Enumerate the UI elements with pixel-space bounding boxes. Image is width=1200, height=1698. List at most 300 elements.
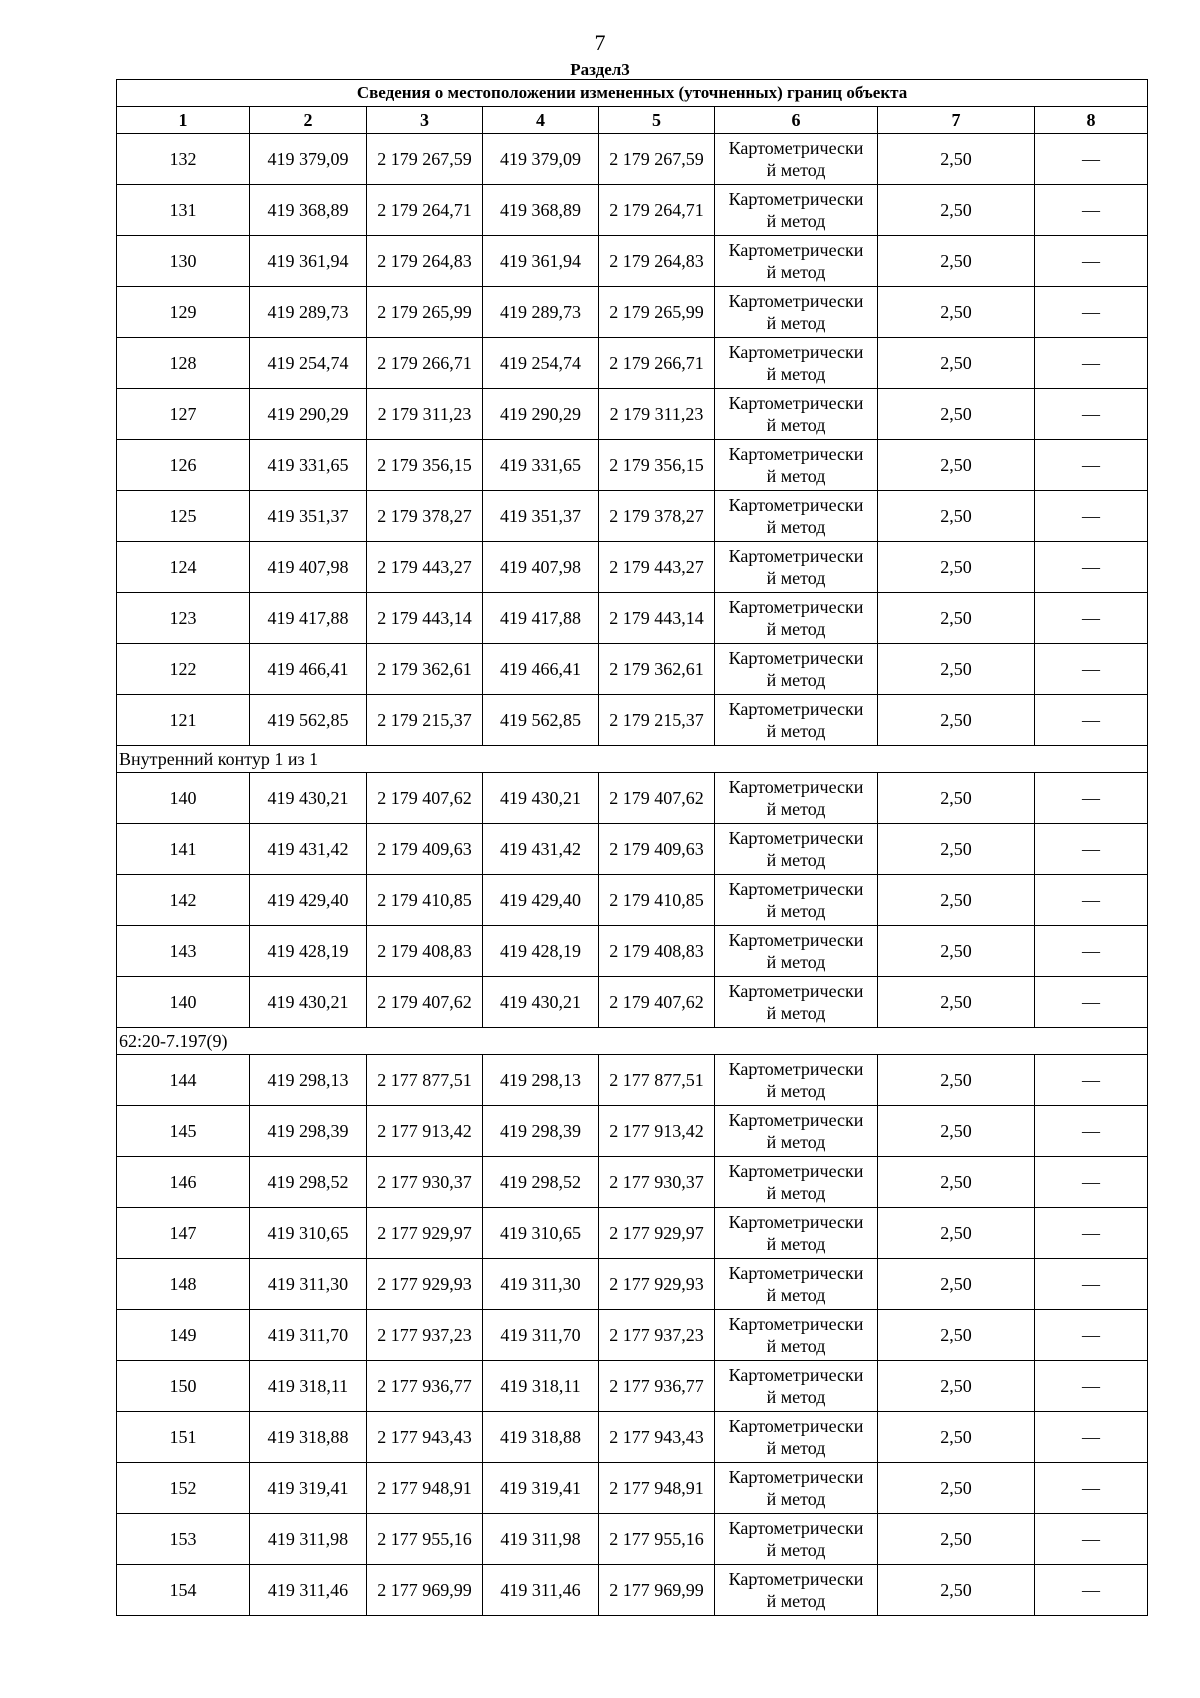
- y-existing-cell: 2 177 877,51: [367, 1055, 483, 1106]
- table-row: [117, 926, 1148, 977]
- accuracy-cell: 2,50: [878, 1259, 1035, 1310]
- x-new-cell: 419 407,98: [483, 542, 599, 593]
- y-existing-cell: 2 179 362,61: [367, 644, 483, 695]
- x-new-cell: 419 331,65: [483, 440, 599, 491]
- method-text: й метод: [766, 901, 826, 921]
- point-number-cell: 153: [117, 1514, 250, 1565]
- note-cell: —: [1035, 695, 1148, 746]
- point-number-cell: 121: [117, 695, 250, 746]
- method-text: Картометрически: [728, 1161, 864, 1181]
- y-new-cell: 2 179 408,83: [599, 926, 715, 977]
- accuracy-cell: 2,50: [878, 593, 1035, 644]
- method-cell: [715, 1106, 878, 1157]
- x-existing-cell: 419 319,41: [250, 1463, 367, 1514]
- method-text: Картометрически: [728, 1212, 864, 1232]
- method-cell: [715, 1565, 878, 1616]
- method-text: й метод: [766, 568, 826, 588]
- note-cell: —: [1035, 875, 1148, 926]
- method-cell: [715, 977, 878, 1028]
- point-number-cell: 142: [117, 875, 250, 926]
- x-new-cell: 419 428,19: [483, 926, 599, 977]
- method-text: Картометрически: [728, 393, 864, 413]
- note-cell: —: [1035, 1106, 1148, 1157]
- x-existing-cell: 419 298,52: [250, 1157, 367, 1208]
- y-new-cell: 2 179 265,99: [599, 287, 715, 338]
- method-text: й метод: [766, 1438, 826, 1458]
- y-existing-cell: 2 179 267,59: [367, 134, 483, 185]
- y-new-cell: 2 177 943,43: [599, 1412, 715, 1463]
- method-cell: [715, 1157, 878, 1208]
- note-cell: —: [1035, 1208, 1148, 1259]
- point-number-cell: 122: [117, 644, 250, 695]
- y-new-cell: 2 179 410,85: [599, 875, 715, 926]
- method-text: й метод: [766, 850, 826, 870]
- accuracy-cell: 2,50: [878, 977, 1035, 1028]
- method-cell: [715, 440, 878, 491]
- method-text: й метод: [766, 1285, 826, 1305]
- point-number-cell: 140: [117, 773, 250, 824]
- accuracy-cell: 2,50: [878, 644, 1035, 695]
- method-cell: [715, 389, 878, 440]
- y-new-cell: 2 177 913,42: [599, 1106, 715, 1157]
- method-cell: [715, 491, 878, 542]
- method-text: Картометрически: [728, 1365, 864, 1385]
- y-new-cell: 2 179 264,83: [599, 236, 715, 287]
- y-existing-cell: 2 177 913,42: [367, 1106, 483, 1157]
- method-text: й метод: [766, 211, 826, 231]
- method-text: й метод: [766, 1387, 826, 1407]
- y-existing-cell: 2 177 929,93: [367, 1259, 483, 1310]
- method-text: й метод: [766, 1003, 826, 1023]
- method-cell: [715, 1412, 878, 1463]
- method-text: Картометрически: [728, 1059, 864, 1079]
- accuracy-cell: 2,50: [878, 542, 1035, 593]
- x-new-cell: 419 368,89: [483, 185, 599, 236]
- x-existing-cell: 419 311,30: [250, 1259, 367, 1310]
- accuracy-cell: 2,50: [878, 926, 1035, 977]
- note-cell: —: [1035, 236, 1148, 287]
- accuracy-cell: 2,50: [878, 134, 1035, 185]
- note-cell: —: [1035, 185, 1148, 236]
- method-text: й метод: [766, 1489, 826, 1509]
- method-text: й метод: [766, 415, 826, 435]
- table-caption-row: [117, 80, 1148, 107]
- y-existing-cell: 2 179 266,71: [367, 338, 483, 389]
- method-text: й метод: [766, 670, 826, 690]
- y-new-cell: 2 177 929,93: [599, 1259, 715, 1310]
- y-new-cell: 2 179 362,61: [599, 644, 715, 695]
- method-text: Картометрически: [728, 1569, 864, 1589]
- column-header: 8: [1035, 107, 1148, 134]
- point-number-cell: 125: [117, 491, 250, 542]
- method-text: й метод: [766, 262, 826, 282]
- table-row: [117, 1565, 1148, 1616]
- point-number-cell: 149: [117, 1310, 250, 1361]
- x-new-cell: 419 351,37: [483, 491, 599, 542]
- method-text: й метод: [766, 313, 826, 333]
- note-cell: —: [1035, 1157, 1148, 1208]
- method-cell: [715, 542, 878, 593]
- x-existing-cell: 419 311,98: [250, 1514, 367, 1565]
- accuracy-cell: 2,50: [878, 824, 1035, 875]
- note-cell: —: [1035, 1565, 1148, 1616]
- point-number-cell: 152: [117, 1463, 250, 1514]
- y-existing-cell: 2 177 937,23: [367, 1310, 483, 1361]
- method-text: Картометрически: [728, 981, 864, 1001]
- note-cell: —: [1035, 824, 1148, 875]
- y-new-cell: 2 177 948,91: [599, 1463, 715, 1514]
- y-existing-cell: 2 179 410,85: [367, 875, 483, 926]
- note-cell: —: [1035, 134, 1148, 185]
- x-new-cell: 419 311,98: [483, 1514, 599, 1565]
- accuracy-cell: 2,50: [878, 875, 1035, 926]
- method-cell: [715, 875, 878, 926]
- note-cell: —: [1035, 977, 1148, 1028]
- y-new-cell: 2 179 356,15: [599, 440, 715, 491]
- point-number-cell: 148: [117, 1259, 250, 1310]
- contour-label-row: [117, 746, 1148, 773]
- x-existing-cell: 419 466,41: [250, 644, 367, 695]
- table-row: [117, 185, 1148, 236]
- method-text: й метод: [766, 721, 826, 741]
- point-number-cell: 154: [117, 1565, 250, 1616]
- x-existing-cell: 419 318,11: [250, 1361, 367, 1412]
- method-text: й метод: [766, 1234, 826, 1254]
- method-cell: [715, 1361, 878, 1412]
- method-cell: [715, 1055, 878, 1106]
- y-new-cell: 2 177 877,51: [599, 1055, 715, 1106]
- y-existing-cell: 2 177 930,37: [367, 1157, 483, 1208]
- note-cell: —: [1035, 773, 1148, 824]
- note-cell: —: [1035, 1055, 1148, 1106]
- x-existing-cell: 419 311,46: [250, 1565, 367, 1616]
- method-text: Картометрически: [728, 138, 864, 158]
- section-title: Раздел3: [570, 60, 630, 79]
- y-existing-cell: 2 179 378,27: [367, 491, 483, 542]
- x-existing-cell: 419 289,73: [250, 287, 367, 338]
- y-new-cell: 2 177 937,23: [599, 1310, 715, 1361]
- method-text: Картометрически: [728, 546, 864, 566]
- accuracy-cell: 2,50: [878, 695, 1035, 746]
- table-row: [117, 593, 1148, 644]
- y-new-cell: 2 179 407,62: [599, 977, 715, 1028]
- y-existing-cell: 2 179 215,37: [367, 695, 483, 746]
- table-row: [117, 1463, 1148, 1514]
- accuracy-cell: 2,50: [878, 185, 1035, 236]
- accuracy-cell: 2,50: [878, 1565, 1035, 1616]
- x-new-cell: 419 430,21: [483, 977, 599, 1028]
- point-number-cell: 141: [117, 824, 250, 875]
- y-new-cell: 2 179 311,23: [599, 389, 715, 440]
- point-number-cell: 128: [117, 338, 250, 389]
- y-new-cell: 2 177 930,37: [599, 1157, 715, 1208]
- x-new-cell: 419 298,39: [483, 1106, 599, 1157]
- x-new-cell: 419 311,70: [483, 1310, 599, 1361]
- method-text: Картометрически: [728, 699, 864, 719]
- table-row: [117, 773, 1148, 824]
- accuracy-cell: 2,50: [878, 338, 1035, 389]
- y-existing-cell: 2 179 265,99: [367, 287, 483, 338]
- table-row: [117, 1106, 1148, 1157]
- column-header: 2: [250, 107, 367, 134]
- method-text: Картометрически: [728, 597, 864, 617]
- note-cell: —: [1035, 1514, 1148, 1565]
- table-row: [117, 287, 1148, 338]
- x-new-cell: 419 466,41: [483, 644, 599, 695]
- x-new-cell: 419 417,88: [483, 593, 599, 644]
- point-number-cell: 132: [117, 134, 250, 185]
- note-cell: —: [1035, 1310, 1148, 1361]
- y-new-cell: 2 177 969,99: [599, 1565, 715, 1616]
- table-row: [117, 338, 1148, 389]
- table-row: [117, 389, 1148, 440]
- y-existing-cell: 2 179 443,14: [367, 593, 483, 644]
- column-header: 1: [117, 107, 250, 134]
- x-new-cell: 419 562,85: [483, 695, 599, 746]
- contour-label: 62:20-7.197(9): [117, 1028, 1148, 1055]
- table-row: [117, 236, 1148, 287]
- table-row: [117, 1157, 1148, 1208]
- y-new-cell: 2 179 443,14: [599, 593, 715, 644]
- note-cell: —: [1035, 287, 1148, 338]
- table-row: [117, 1208, 1148, 1259]
- method-text: й метод: [766, 1336, 826, 1356]
- method-text: Картометрически: [728, 240, 864, 260]
- table-row: [117, 1259, 1148, 1310]
- method-text: Картометрически: [728, 1467, 864, 1487]
- method-cell: [715, 926, 878, 977]
- method-text: Картометрически: [728, 930, 864, 950]
- method-text: Картометрически: [728, 1263, 864, 1283]
- y-new-cell: 2 179 378,27: [599, 491, 715, 542]
- x-new-cell: 419 298,13: [483, 1055, 599, 1106]
- accuracy-cell: 2,50: [878, 491, 1035, 542]
- note-cell: —: [1035, 926, 1148, 977]
- note-cell: —: [1035, 644, 1148, 695]
- table-row: [117, 824, 1148, 875]
- note-cell: —: [1035, 1259, 1148, 1310]
- x-new-cell: 419 254,74: [483, 338, 599, 389]
- point-number-cell: 130: [117, 236, 250, 287]
- method-text: й метод: [766, 1183, 826, 1203]
- x-new-cell: 419 318,11: [483, 1361, 599, 1412]
- coordinates-table: [116, 79, 1148, 1616]
- y-existing-cell: 2 179 409,63: [367, 824, 483, 875]
- y-existing-cell: 2 177 943,43: [367, 1412, 483, 1463]
- column-header: 5: [599, 107, 715, 134]
- x-existing-cell: 419 290,29: [250, 389, 367, 440]
- table-row: [117, 875, 1148, 926]
- table-header-row: [117, 107, 1148, 134]
- point-number-cell: 131: [117, 185, 250, 236]
- method-cell: [715, 593, 878, 644]
- x-existing-cell: 419 379,09: [250, 134, 367, 185]
- method-text: й метод: [766, 466, 826, 486]
- column-header: 7: [878, 107, 1035, 134]
- accuracy-cell: 2,50: [878, 1310, 1035, 1361]
- x-new-cell: 419 430,21: [483, 773, 599, 824]
- table-row: [117, 491, 1148, 542]
- method-cell: [715, 134, 878, 185]
- y-existing-cell: 2 179 407,62: [367, 773, 483, 824]
- method-cell: [715, 773, 878, 824]
- note-cell: —: [1035, 491, 1148, 542]
- note-cell: —: [1035, 542, 1148, 593]
- x-existing-cell: 419 254,74: [250, 338, 367, 389]
- x-existing-cell: 419 417,88: [250, 593, 367, 644]
- method-cell: [715, 287, 878, 338]
- point-number-cell: 146: [117, 1157, 250, 1208]
- accuracy-cell: 2,50: [878, 1106, 1035, 1157]
- x-new-cell: 419 311,46: [483, 1565, 599, 1616]
- method-text: й метод: [766, 160, 826, 180]
- method-text: й метод: [766, 619, 826, 639]
- point-number-cell: 143: [117, 926, 250, 977]
- method-text: Картометрически: [728, 1416, 864, 1436]
- point-number-cell: 123: [117, 593, 250, 644]
- point-number-cell: 145: [117, 1106, 250, 1157]
- note-cell: —: [1035, 1412, 1148, 1463]
- y-new-cell: 2 177 929,97: [599, 1208, 715, 1259]
- x-existing-cell: 419 311,70: [250, 1310, 367, 1361]
- x-new-cell: 419 319,41: [483, 1463, 599, 1514]
- method-cell: [715, 1514, 878, 1565]
- point-number-cell: 150: [117, 1361, 250, 1412]
- point-number-cell: 151: [117, 1412, 250, 1463]
- point-number-cell: 140: [117, 977, 250, 1028]
- accuracy-cell: 2,50: [878, 287, 1035, 338]
- method-text: Картометрически: [728, 495, 864, 515]
- x-existing-cell: 419 562,85: [250, 695, 367, 746]
- y-new-cell: 2 179 409,63: [599, 824, 715, 875]
- method-text: Картометрически: [728, 342, 864, 362]
- accuracy-cell: 2,50: [878, 1412, 1035, 1463]
- accuracy-cell: 2,50: [878, 1055, 1035, 1106]
- y-existing-cell: 2 179 443,27: [367, 542, 483, 593]
- y-existing-cell: 2 179 264,83: [367, 236, 483, 287]
- y-existing-cell: 2 179 311,23: [367, 389, 483, 440]
- x-existing-cell: 419 430,21: [250, 773, 367, 824]
- method-cell: [715, 1310, 878, 1361]
- x-new-cell: 419 318,88: [483, 1412, 599, 1463]
- point-number-cell: 126: [117, 440, 250, 491]
- y-existing-cell: 2 179 264,71: [367, 185, 483, 236]
- accuracy-cell: 2,50: [878, 1208, 1035, 1259]
- y-new-cell: 2 179 267,59: [599, 134, 715, 185]
- method-text: Картометрически: [728, 648, 864, 668]
- point-number-cell: 147: [117, 1208, 250, 1259]
- note-cell: —: [1035, 338, 1148, 389]
- x-existing-cell: 419 331,65: [250, 440, 367, 491]
- x-new-cell: 419 311,30: [483, 1259, 599, 1310]
- y-existing-cell: 2 179 407,62: [367, 977, 483, 1028]
- column-header: 4: [483, 107, 599, 134]
- method-text: й метод: [766, 1591, 826, 1611]
- x-new-cell: 419 290,29: [483, 389, 599, 440]
- x-existing-cell: 419 298,13: [250, 1055, 367, 1106]
- table-row: [117, 977, 1148, 1028]
- y-new-cell: 2 177 955,16: [599, 1514, 715, 1565]
- table-row: [117, 1412, 1148, 1463]
- x-new-cell: 419 379,09: [483, 134, 599, 185]
- note-cell: —: [1035, 389, 1148, 440]
- x-new-cell: 419 298,52: [483, 1157, 599, 1208]
- x-new-cell: 419 310,65: [483, 1208, 599, 1259]
- y-new-cell: 2 179 215,37: [599, 695, 715, 746]
- method-text: Картометрически: [728, 828, 864, 848]
- table-caption: Сведения о местоположении измененных (уточненных) границ объекта: [117, 80, 1148, 107]
- point-number-cell: 129: [117, 287, 250, 338]
- x-new-cell: 419 431,42: [483, 824, 599, 875]
- note-cell: —: [1035, 593, 1148, 644]
- x-existing-cell: 419 431,42: [250, 824, 367, 875]
- y-new-cell: 2 179 264,71: [599, 185, 715, 236]
- note-cell: —: [1035, 1463, 1148, 1514]
- note-cell: —: [1035, 440, 1148, 491]
- x-existing-cell: 419 428,19: [250, 926, 367, 977]
- x-existing-cell: 419 407,98: [250, 542, 367, 593]
- point-number-cell: 127: [117, 389, 250, 440]
- x-new-cell: 419 289,73: [483, 287, 599, 338]
- x-new-cell: 419 429,40: [483, 875, 599, 926]
- table-row: [117, 1361, 1148, 1412]
- y-new-cell: 2 179 266,71: [599, 338, 715, 389]
- method-cell: [715, 338, 878, 389]
- table-row: [117, 644, 1148, 695]
- note-cell: —: [1035, 1361, 1148, 1412]
- method-text: й метод: [766, 799, 826, 819]
- method-text: Картометрически: [728, 291, 864, 311]
- method-text: й метод: [766, 364, 826, 384]
- table-body: [117, 134, 1148, 1616]
- method-text: й метод: [766, 517, 826, 537]
- table-row: [117, 134, 1148, 185]
- x-existing-cell: 419 430,21: [250, 977, 367, 1028]
- y-existing-cell: 2 179 356,15: [367, 440, 483, 491]
- x-existing-cell: 419 351,37: [250, 491, 367, 542]
- method-cell: [715, 236, 878, 287]
- x-existing-cell: 419 361,94: [250, 236, 367, 287]
- method-text: Картометрически: [728, 1518, 864, 1538]
- contour-label: Внутренний контур 1 из 1: [117, 746, 1148, 773]
- page-number: 7: [594, 30, 606, 55]
- column-header: 6: [715, 107, 878, 134]
- point-number-cell: 144: [117, 1055, 250, 1106]
- method-text: й метод: [766, 952, 826, 972]
- accuracy-cell: 2,50: [878, 773, 1035, 824]
- point-number-cell: 124: [117, 542, 250, 593]
- method-cell: [715, 1259, 878, 1310]
- y-existing-cell: 2 177 955,16: [367, 1514, 483, 1565]
- x-new-cell: 419 361,94: [483, 236, 599, 287]
- accuracy-cell: 2,50: [878, 236, 1035, 287]
- method-cell: [715, 644, 878, 695]
- accuracy-cell: 2,50: [878, 1514, 1035, 1565]
- contour-label-row: [117, 1028, 1148, 1055]
- method-text: Картометрически: [728, 444, 864, 464]
- method-text: й метод: [766, 1540, 826, 1560]
- accuracy-cell: 2,50: [878, 1157, 1035, 1208]
- y-existing-cell: 2 177 936,77: [367, 1361, 483, 1412]
- x-existing-cell: 419 429,40: [250, 875, 367, 926]
- y-new-cell: 2 179 407,62: [599, 773, 715, 824]
- method-text: й метод: [766, 1132, 826, 1152]
- table-row: [117, 1310, 1148, 1361]
- method-cell: [715, 185, 878, 236]
- y-new-cell: 2 179 443,27: [599, 542, 715, 593]
- column-header: 3: [367, 107, 483, 134]
- method-cell: [715, 824, 878, 875]
